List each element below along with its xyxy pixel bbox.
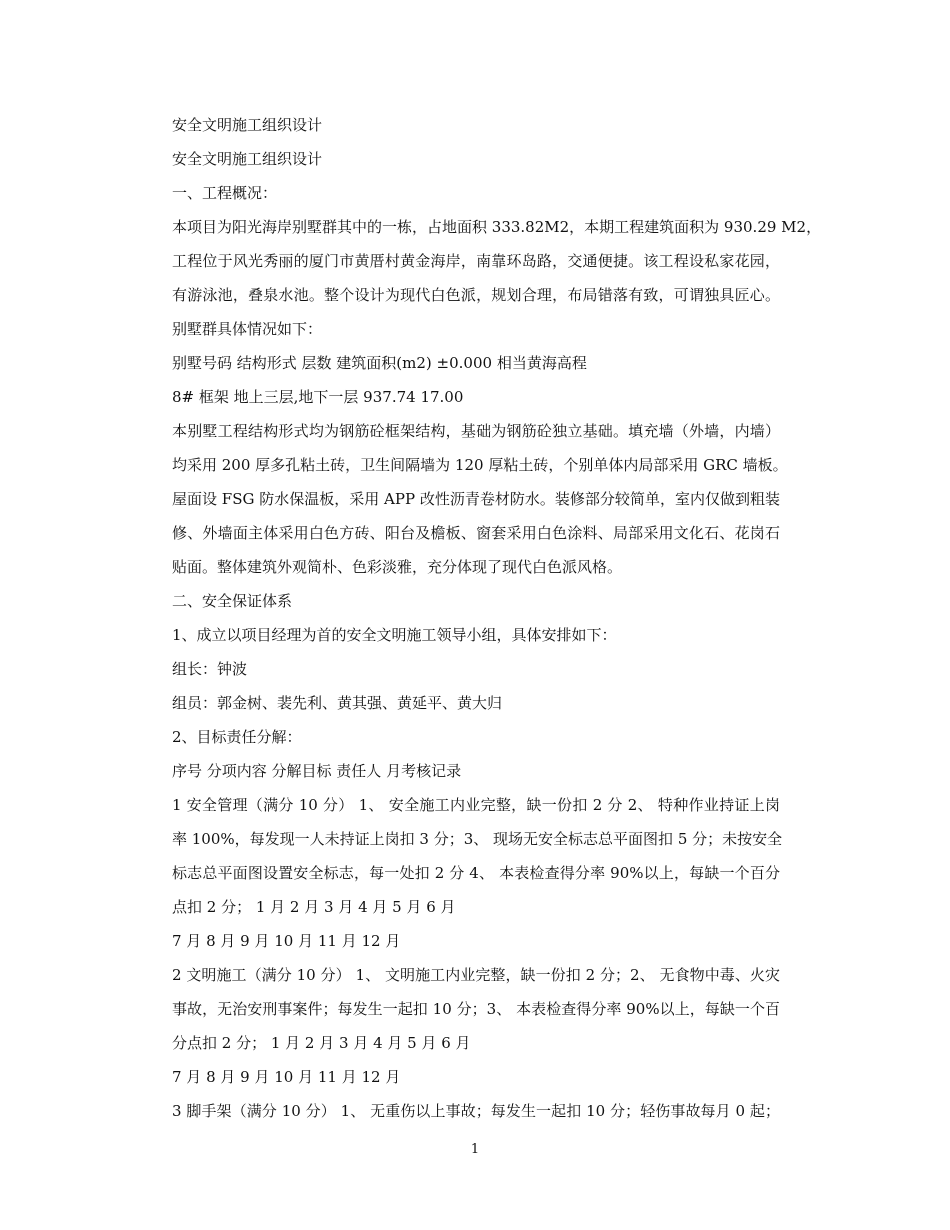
paragraph-line: 屋面设 FSG 防水保温板，采用 APP 改性沥青卷材防水。装修部分较简单，室内仅做到粗装 xyxy=(172,490,780,508)
paragraph-line: 组长：钟波 xyxy=(172,660,248,678)
table-row-line: 1 安全管理（满分 10 分） 1、 安全施工内业完整，缺一份扣 2 分 2、 特种作业持证上岗 xyxy=(172,796,780,814)
table-row-line: 事故，无治安刑事案件；每发生一起扣 10 分；3、 本表检查得分率 90%以上，每缺一个百 xyxy=(172,1000,780,1018)
paragraph-line: 有游泳池，叠泉水池。整个设计为现代白色派，规划合理，布局错落有致，可谓独具匠心。 xyxy=(172,286,780,304)
table-row-line: 3 脚手架（满分 10 分） 1、 无重伤以上事故；每发生一起扣 10 分；轻伤事故每月 0 起； xyxy=(172,1102,780,1120)
table-header-line: 别墅号码 结构形式 层数 建筑面积(m2) ±0.000 相当黄海高程 xyxy=(172,354,587,372)
section-heading-project-overview: 一、工程概况： xyxy=(172,184,278,202)
table-row-line: 2 文明施工（满分 10 分） 1、 文明施工内业完整，缺一份扣 2 分；2、 无食物中毒、火灾 xyxy=(172,966,780,984)
paragraph-line: 本项目为阳光海岸别墅群其中的一栋，占地面积 333.82M2，本期工程建筑面积为 930.29 M2， xyxy=(172,218,822,236)
paragraph-line: 修、外墙面主体采用白色方砖、阳台及檐板、窗套采用白色涂料、局部采用文化石、花岗石 xyxy=(172,524,780,542)
table-row-line: 点扣 2 分； 1 月 2 月 3 月 4 月 5 月 6 月 xyxy=(172,898,456,916)
paragraph-line: 工程位于风光秀丽的厦门市黄厝村黄金海岸，南靠环岛路，交通便捷。该工程设私家花园， xyxy=(172,252,780,270)
paragraph-line: 别墅群具体情况如下： xyxy=(172,320,323,338)
table-row-line: 8# 框架 地上三层,地下一层 937.74 17.00 xyxy=(172,388,464,406)
paragraph-line: 本别墅工程结构形式均为钢筋砼框架结构，基础为钢筋砼独立基础。填充墙（外墙，内墙） xyxy=(172,422,780,440)
paragraph-line: 1、成立以项目经理为首的安全文明施工领导小组，具体安排如下： xyxy=(172,626,617,644)
table-header-line: 序号 分项内容 分解目标 责任人 月考核记录 xyxy=(172,762,462,780)
table-row-line: 分点扣 2 分； 1 月 2 月 3 月 4 月 5 月 6 月 xyxy=(172,1034,471,1052)
document-subtitle: 安全文明施工组织设计 xyxy=(172,150,323,168)
paragraph-line: 组员：郭金树、裴先利、黄其强、黄延平、黄大归 xyxy=(172,694,503,712)
paragraph-line: 2、目标责任分解： xyxy=(172,728,302,746)
table-row-line: 7 月 8 月 9 月 10 月 11 月 12 月 xyxy=(172,932,401,950)
section-heading-safety-system: 二、安全保证体系 xyxy=(172,592,293,610)
paragraph-line: 贴面。整体建筑外观简朴、色彩淡雅，充分体现了现代白色派风格。 xyxy=(172,558,623,576)
document-title: 安全文明施工组织设计 xyxy=(172,116,323,134)
table-row-line: 标志总平面图设置安全标志，每一处扣 2 分 4、 本表检查得分率 90%以上，每缺一个百分 xyxy=(172,864,780,882)
document-body xyxy=(172,112,822,1132)
page-number: 1 xyxy=(470,1142,480,1157)
table-row-line: 7 月 8 月 9 月 10 月 11 月 12 月 xyxy=(172,1068,401,1086)
table-row-line: 率 100%，每发现一人未持证上岗扣 3 分；3、 现场无安全标志总平面图扣 5 分；未按安全 xyxy=(172,830,783,848)
paragraph-line: 均采用 200 厚多孔粘土砖，卫生间隔墙为 120 厚粘土砖，个别单体内局部采用 GRC 墙板。 xyxy=(172,456,788,474)
